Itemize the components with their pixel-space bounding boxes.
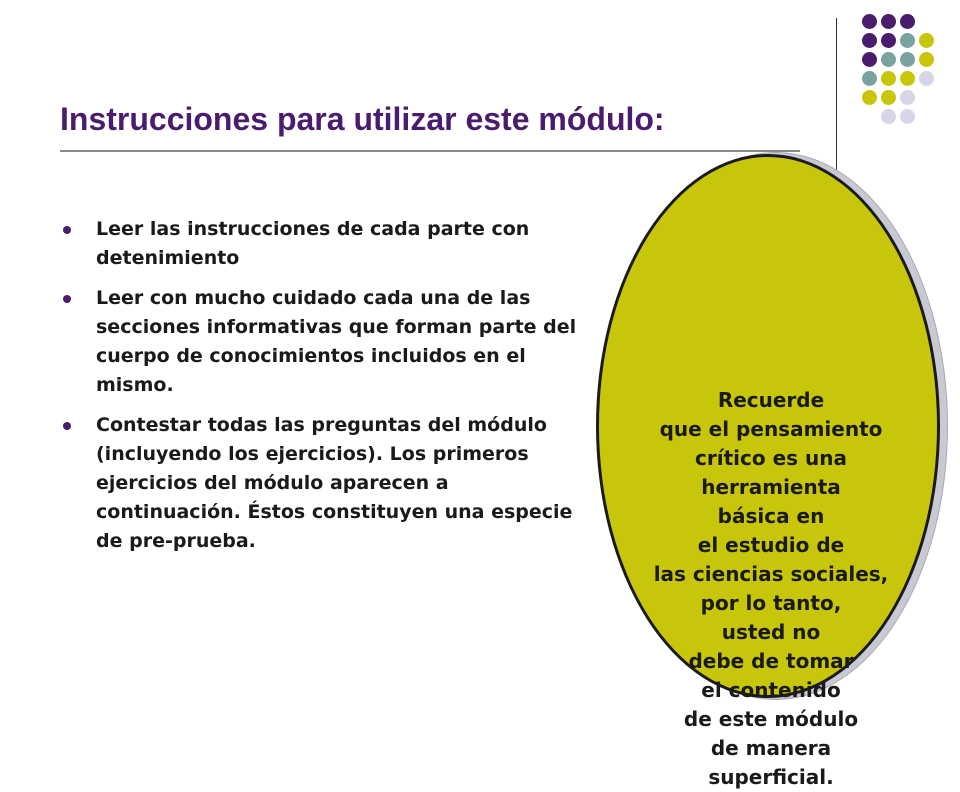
decorative-dot (862, 90, 877, 105)
callout-line: Recuerde (717, 388, 825, 412)
callout-line: por lo tanto, (700, 591, 842, 615)
decorative-dot (881, 33, 896, 48)
callout-line: las ciencias sociales, (653, 562, 889, 586)
instruction-text: Contestar todas las preguntas del módulo (incluyendo los ejercicios). Los primeros ejercicios del módulo aparecen a continuación. Éstos constituyen una especie de pre-prueba. (96, 414, 573, 552)
callout-oval (596, 154, 940, 789)
callout-line: usted no (721, 620, 821, 644)
decorative-dot (900, 14, 915, 29)
callout-line: de manera (710, 736, 832, 760)
callout-line: el contenido (701, 678, 841, 702)
instruction-item (60, 284, 590, 400)
decorative-dot (862, 33, 877, 48)
instruction-item (60, 215, 590, 273)
decorative-dot (900, 109, 915, 124)
decorative-dot (919, 71, 934, 86)
decorative-dot (881, 90, 896, 105)
callout-line: básica en (717, 504, 825, 528)
decorative-dot (900, 33, 915, 48)
callout-line: debe de tomar (688, 649, 854, 673)
decorative-dot (881, 52, 896, 67)
callout-line: de este módulo (683, 707, 859, 731)
callout-line: herramienta (701, 475, 841, 499)
bullet-icon (63, 295, 71, 303)
instruction-text: Leer las instrucciones de cada parte con detenimiento (96, 218, 530, 269)
instruction-item (60, 411, 590, 556)
bullet-icon (63, 422, 71, 430)
slide-title: Instrucciones para utilizar este módulo: (60, 101, 665, 137)
decorative-dot (881, 109, 896, 124)
callout-line: el estudio de (697, 533, 845, 557)
decorative-dot (919, 52, 934, 67)
decorative-dot (900, 52, 915, 67)
decorative-dot (862, 14, 877, 29)
decorative-dot (881, 14, 896, 29)
callout-line: que el pensamiento (659, 417, 883, 441)
callout-text (599, 386, 943, 792)
callout-line: superficial. (708, 765, 834, 789)
bullet-icon (63, 226, 71, 234)
decorative-dot (919, 33, 934, 48)
reminder-callout (596, 148, 948, 789)
callout-line: crítico es una (695, 446, 847, 470)
decorative-dot (900, 90, 915, 105)
decorative-dot (881, 71, 896, 86)
decorative-dot (900, 71, 915, 86)
instruction-text: Leer con mucho cuidado cada una de las secciones informativas que forman parte del cuerpo de conocimientos incluidos en el mismo. (96, 287, 577, 396)
instruction-list (60, 215, 590, 567)
decorative-dot (862, 52, 877, 67)
decorative-dot (862, 71, 877, 86)
